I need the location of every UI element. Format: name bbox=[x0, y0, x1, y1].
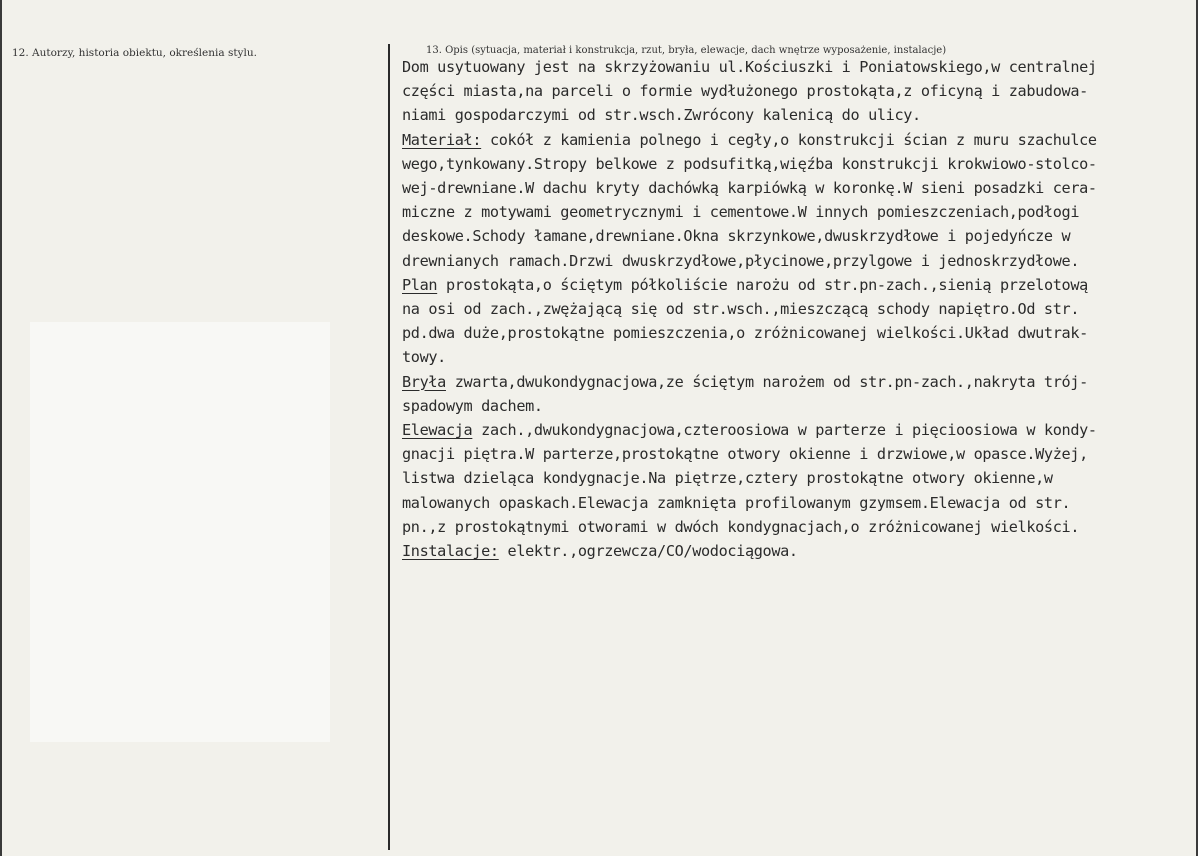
line-text: listwa dzieląca kondygnacje.Na piętrze,cztery prostokątne otwory okienne,w bbox=[402, 469, 1053, 488]
description-line bbox=[402, 55, 1192, 79]
section-label: Materiał: bbox=[402, 130, 482, 149]
description-text bbox=[402, 55, 1192, 563]
line-text: prostokąta,o ściętym półkoliście narożu od str.pn-zach.,sienią przelotową bbox=[437, 275, 1088, 294]
description-line bbox=[402, 370, 1192, 394]
description-line bbox=[402, 418, 1192, 442]
description-line bbox=[402, 273, 1192, 297]
description-line bbox=[402, 152, 1192, 176]
description-line bbox=[402, 345, 1192, 369]
section-label: Instalacje: bbox=[402, 542, 499, 561]
line-text: niami gospodarczymi od str.wsch.Zwrócony kalenicą do ulicy. bbox=[402, 106, 921, 125]
description-line bbox=[402, 224, 1192, 248]
line-text: elektr.,ogrzewcza/CO/wodociągowa. bbox=[498, 542, 798, 561]
line-text: na osi od zach.,zwężającą się od str.wsch.,mieszczącą schody napiętro.Od str. bbox=[402, 300, 1080, 319]
description-line bbox=[402, 79, 1192, 103]
line-text: wej-drewniane.W dachu kryty dachówką karpiówką w koronkę.W sieni posadzki cera- bbox=[402, 179, 1097, 198]
line-text: pd.dwa duże,prostokątne pomieszczenia,o zróżnicowanej wielkości.Układ dwutrak- bbox=[402, 324, 1088, 343]
section-13-header: 13. Opis (sytuacja, materiał i konstrukcja, rzut, bryła, elewacje, dach wnętrze wyposażenie, instalacje) bbox=[426, 45, 947, 56]
line-text: deskowe.Schody łamane,drewniane.Okna skrzynkowe,dwuskrzydłowe i pojedyńcze w bbox=[402, 227, 1071, 246]
section-label: Plan bbox=[402, 275, 438, 294]
description-line bbox=[402, 128, 1192, 152]
description-line bbox=[402, 539, 1192, 563]
line-text: zach.,dwukondygnacjowa,czteroosiowa w parterze i pięcioosiowa w kondy- bbox=[472, 421, 1097, 440]
column-divider bbox=[388, 44, 390, 850]
line-text: miczne z motywami geometrycznymi i cementowe.W innych pomieszczeniach,podłogi bbox=[402, 203, 1080, 222]
line-text: drewnianych ramach.Drzwi dwuskrzydłowe,płycinowe,przylgowe i jednoskrzydłowe. bbox=[402, 251, 1080, 270]
line-text: zwarta,dwukondygnacjowa,ze ściętym narożem od str.pn-zach.,nakryta trój- bbox=[445, 372, 1088, 391]
section-label: Bryła bbox=[402, 372, 446, 391]
description-line bbox=[402, 442, 1192, 466]
description-line bbox=[402, 321, 1192, 345]
line-text: Dom usytuowany jest na skrzyżowaniu ul.Kościuszki i Poniatowskiego,w centralnej bbox=[402, 58, 1097, 76]
line-text: spadowym dachem. bbox=[402, 396, 543, 415]
description-line bbox=[402, 200, 1192, 224]
faded-paper-area bbox=[30, 322, 330, 742]
description-line bbox=[402, 515, 1192, 539]
description-line bbox=[402, 297, 1192, 321]
line-text: pn.,z prostokątnymi otworami w dwóch kondygnacjach,o zróżnicowanej wielkości. bbox=[402, 517, 1080, 536]
section-label: Elewacja bbox=[402, 421, 473, 440]
line-text: części miasta,na parceli o formie wydłużonego prostokąta,z oficyną i zabudowa- bbox=[402, 82, 1088, 101]
description-line bbox=[402, 491, 1192, 515]
description-line bbox=[402, 249, 1192, 273]
description-line bbox=[402, 176, 1192, 200]
line-text: malowanych opaskach.Elewacja zamknięta profilowanym gzymsem.Elewacja od str. bbox=[402, 493, 1071, 512]
line-text: gnacji piętra.W parterze,prostokątne otwory okienne i drzwiowe,w opasce.Wyżej, bbox=[402, 445, 1088, 464]
description-line bbox=[402, 394, 1192, 418]
description-line bbox=[402, 103, 1192, 127]
section-12-header: 12. Autorzy, historia obiektu, określenia stylu. bbox=[12, 47, 257, 59]
line-text: wego,tynkowany.Stropy belkowe z podsufitką,więźba konstrukcji krokwiowo-stolco- bbox=[402, 154, 1097, 173]
line-text: towy. bbox=[402, 348, 446, 367]
line-text: cokół z kamienia polnego i cegły,o konstrukcji ścian z muru szachulce bbox=[481, 130, 1097, 149]
description-line bbox=[402, 466, 1192, 490]
